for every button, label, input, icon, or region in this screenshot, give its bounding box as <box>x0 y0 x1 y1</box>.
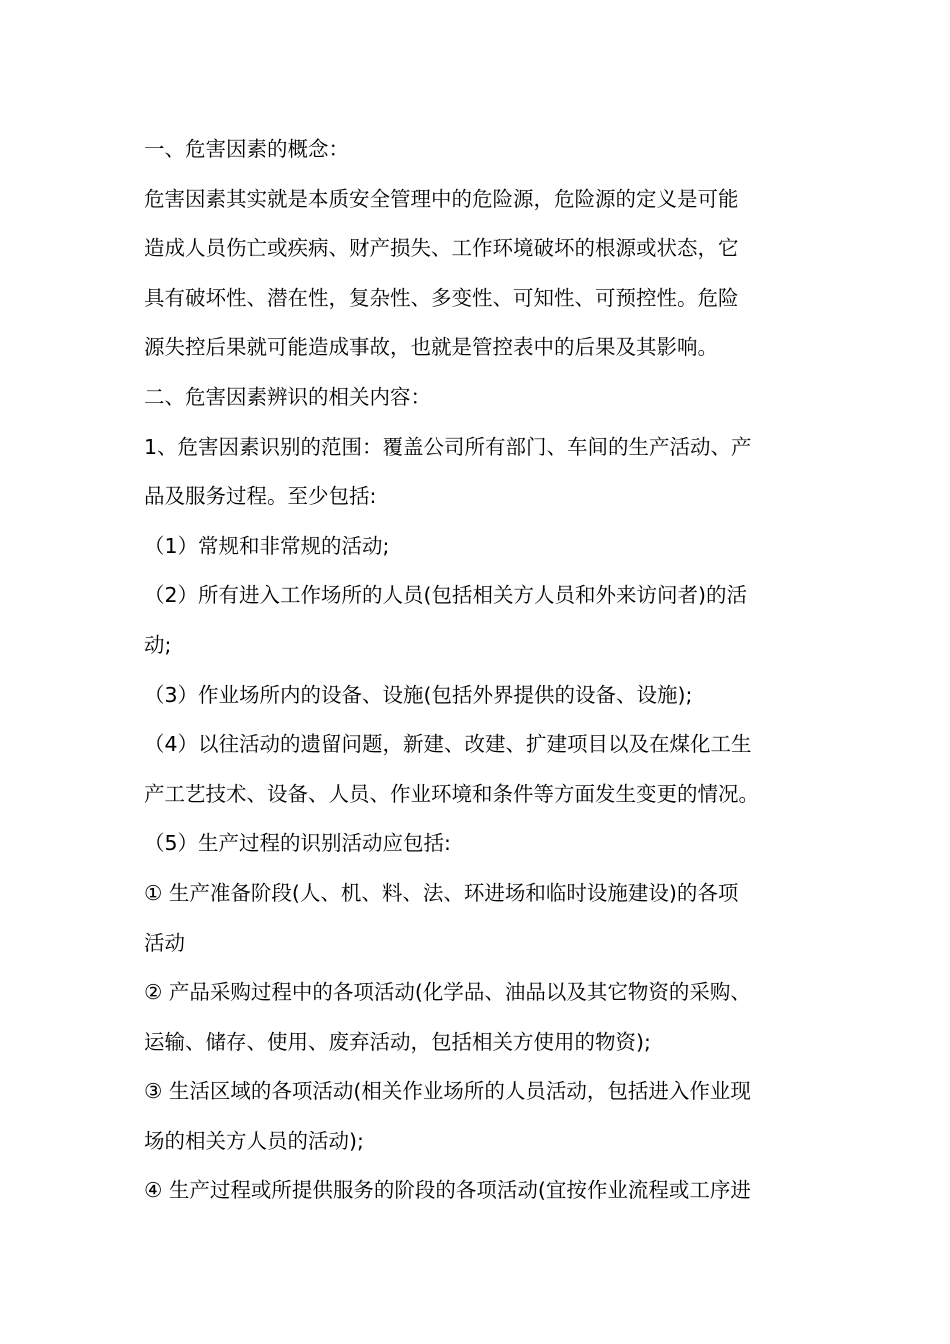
paragraph-line: 具有破坏性、潜在性，复杂性、多变性、可知性、可预控性。危险 <box>144 285 739 310</box>
list-item-2: （2）所有进入工作场所的人员(包括相关方人员和外来访问者)的活 <box>144 583 748 608</box>
paragraph-line: 危害因素其实就是本质安全管理中的危险源，危险源的定义是可能 <box>144 186 739 211</box>
sub-item-2: ② 产品采购过程中的各项活动(化学品、油品以及其它物资的采购、 <box>144 980 751 1005</box>
sub-item-3: ③ 生活区域的各项活动(相关作业场所的人员活动，包括进入作业现 <box>144 1079 751 1104</box>
paragraph-line: 活动 <box>144 930 185 955</box>
list-item-3: （3）作业场所内的设备、设施(包括外界提供的设备、设施); <box>144 682 693 707</box>
paragraph-line: 造成人员伤亡或疾病、财产损失、工作环境破坏的根源或状态，它 <box>144 236 739 261</box>
paragraph-line: 品及服务过程。至少包括: <box>144 484 377 509</box>
paragraph-line: 产工艺技术、设备、人员、作业环境和条件等方面发生变更的情况。 <box>144 781 759 806</box>
heading-hazard-identification: 二、危害因素辨识的相关内容： <box>144 384 431 409</box>
document-body <box>144 125 808 1216</box>
heading-hazard-concept: 一、危害因素的概念： <box>144 137 349 161</box>
sub-item-4: ④ 生产过程或所提供服务的阶段的各项活动(宜按作业流程或工序进 <box>144 1178 751 1203</box>
list-item-1: （1）常规和非常规的活动; <box>144 533 390 558</box>
sub-item-1: ① 生产准备阶段(人、机、料、法、环进场和临时设施建设)的各项 <box>144 880 739 905</box>
list-item-4: （4）以往活动的遗留问题，新建、改建、扩建项目以及在煤化工生 <box>144 732 752 757</box>
paragraph-line: 场的相关方人员的活动); <box>144 1128 364 1153</box>
paragraph-line: 运输、储存、使用、废弃活动，包括相关方使用的物资); <box>144 1029 651 1054</box>
paragraph-line: 源失控后果就可能造成事故，也就是管控表中的后果及其影响。 <box>144 335 718 360</box>
paragraph-line: 1、危害因素识别的范围：覆盖公司所有部门、车间的生产活动、产 <box>144 434 752 459</box>
paragraph-line: 动; <box>144 632 172 657</box>
list-item-5: （5）生产过程的识别活动应包括: <box>144 831 451 856</box>
